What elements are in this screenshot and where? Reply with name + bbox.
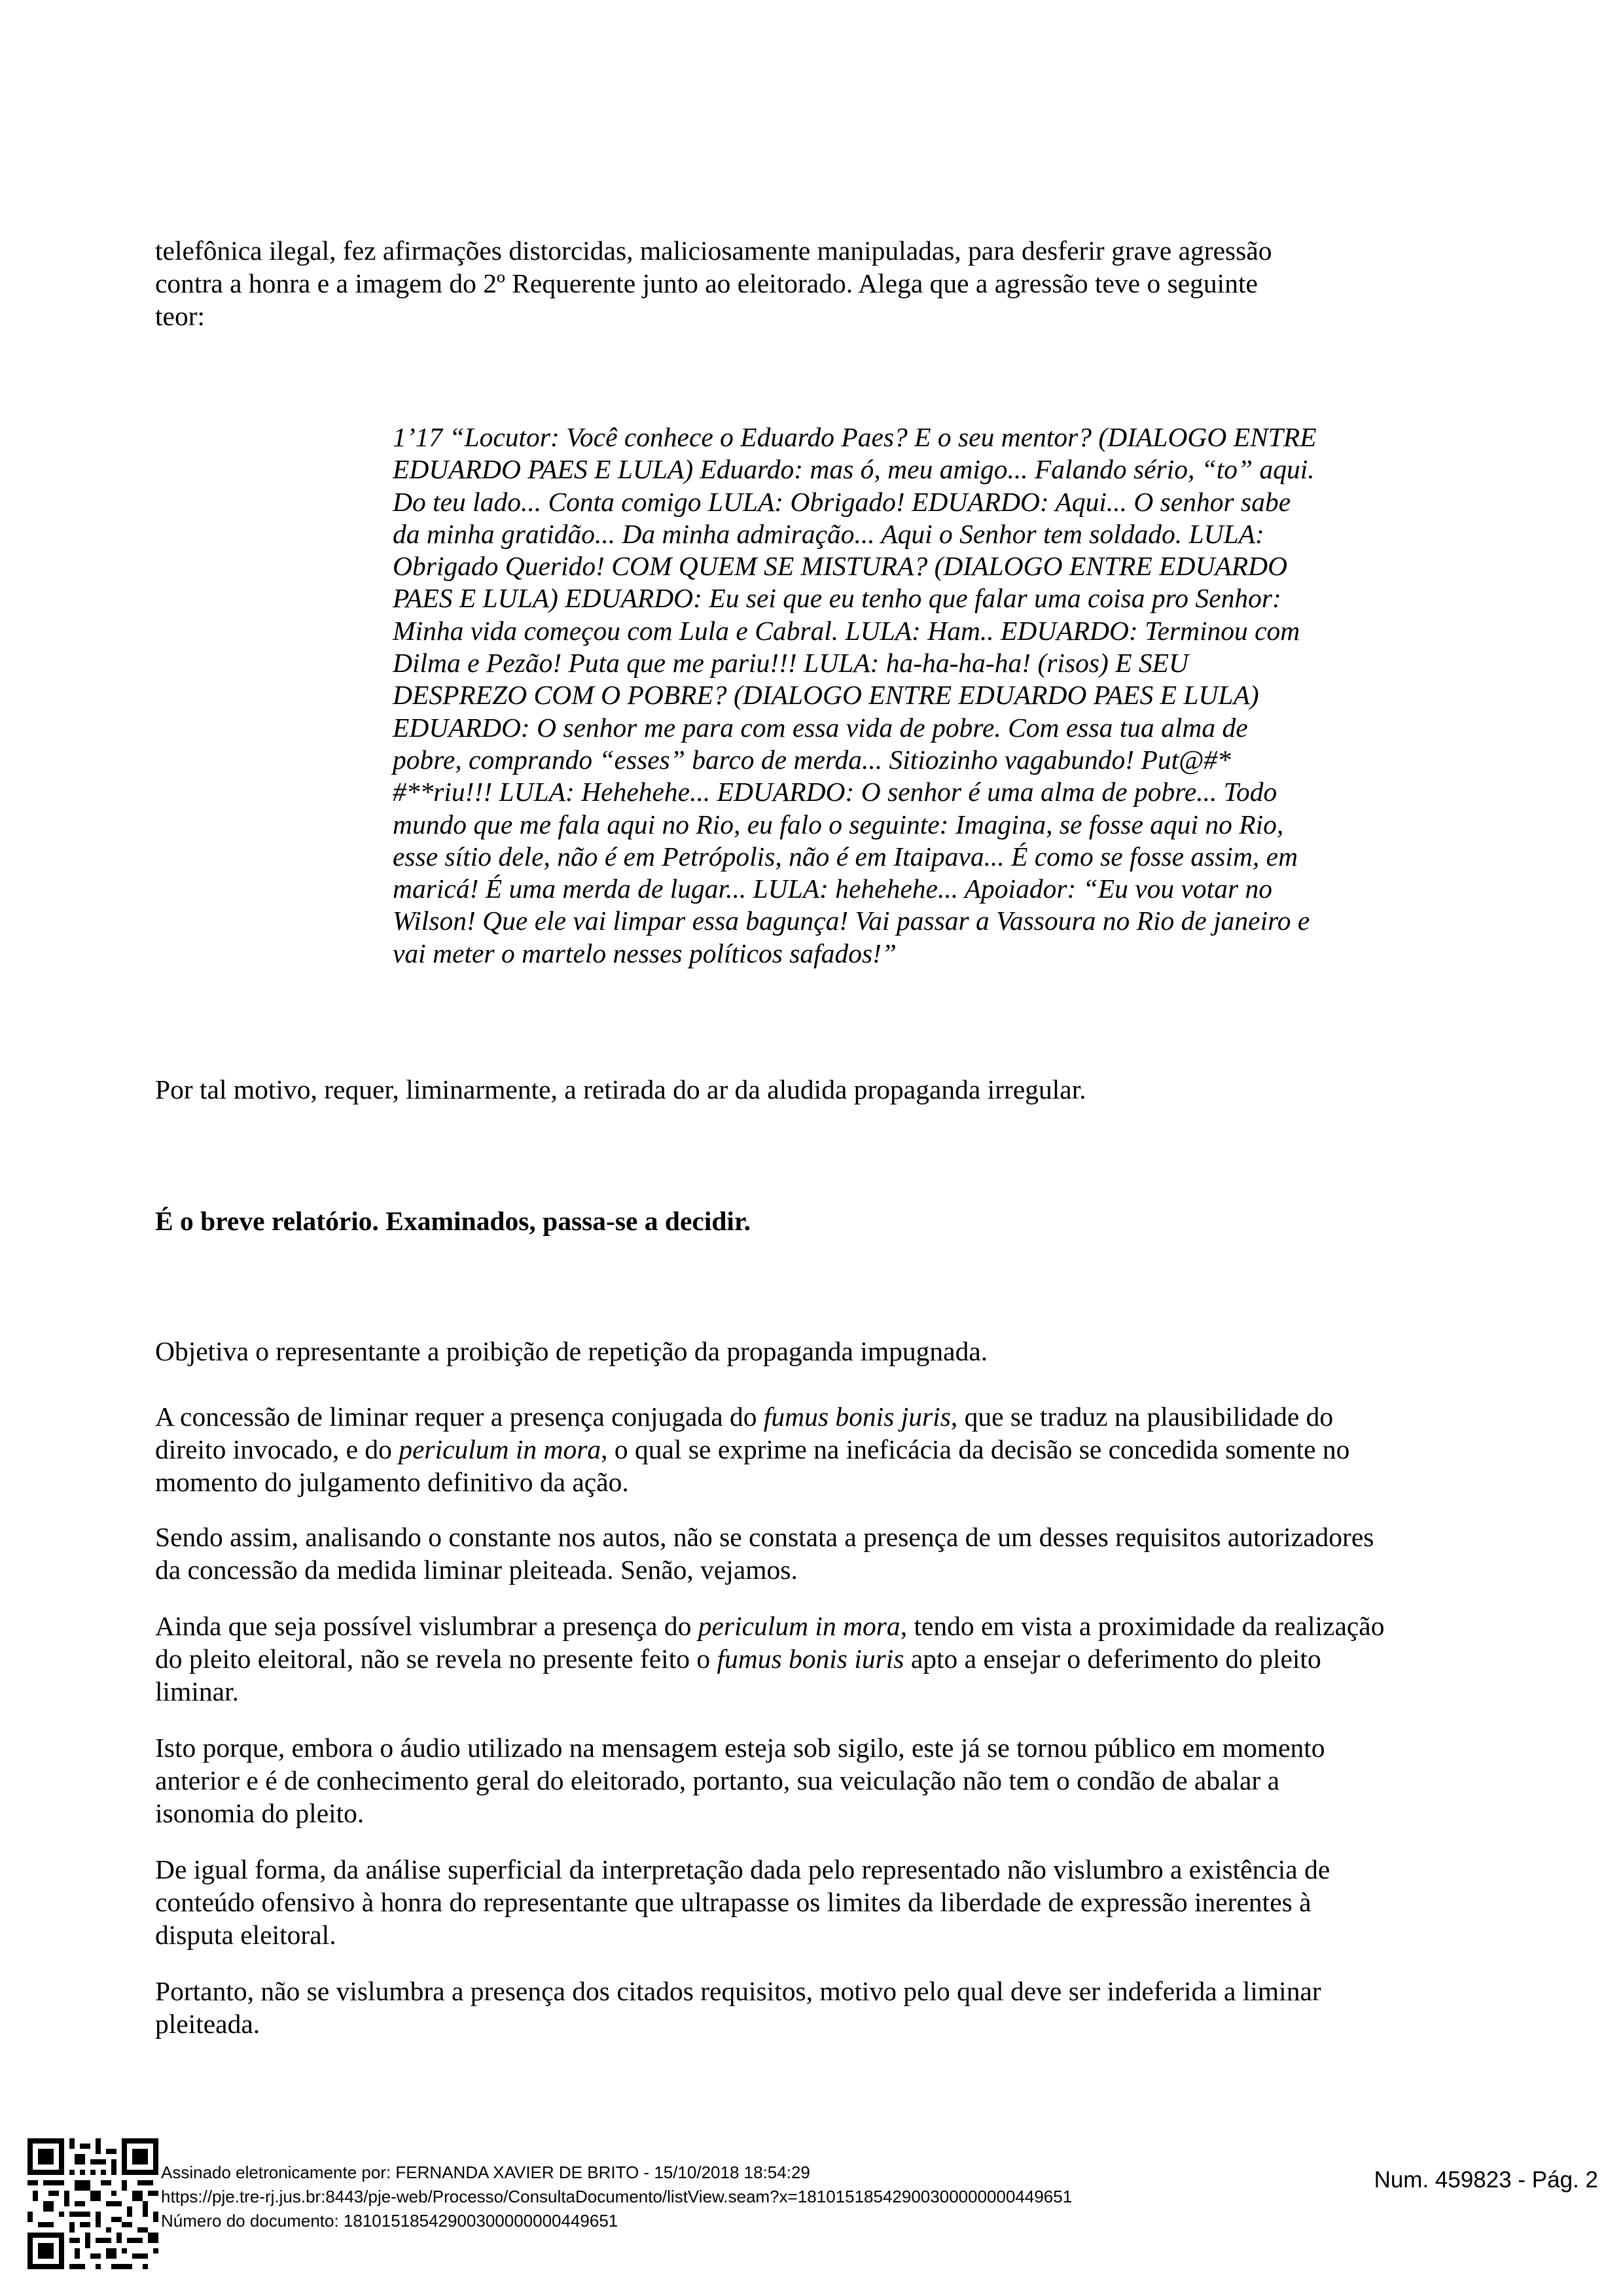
quoted-transcript <box>393 421 1394 970</box>
quote-line: Obrigado Querido! COM QUEM SE MISTURA? (DIALOGO ENTRE EDUARDO <box>393 551 1288 582</box>
although-paragraph <box>155 1610 1385 1708</box>
report-heading: É o breve relatório. Examinados, passa-se a decidir. <box>155 1206 751 1236</box>
concession-paragraph <box>155 1400 1385 1498</box>
signature-line: Assinado eletronicamente por: FERNANDA XAVIER DE BRITO - 15/10/2018 18:54:29 <box>161 2163 810 2182</box>
quote-line: PAES E LULA) EDUARDO: Eu sei que eu tenho que falar uma coisa pro Senhor: <box>393 583 1281 614</box>
quote-line: EDUARDO: O senhor me para com essa vida de pobre. Com essa tua alma de <box>393 712 1248 743</box>
document-number: Número do documento: 18101518542900300000000449651 <box>161 2211 618 2231</box>
request-paragraph: Por tal motivo, requer, liminarmente, a retirada do ar da aludida propaganda irregular. <box>155 1074 1086 1104</box>
quote-line: Do teu lado... Conta comigo LULA: Obrigado! EDUARDO: Aqui... O senhor sabe <box>393 486 1291 517</box>
quote-line: 1’17 “Locutor: Você conhece o Eduardo Paes? E o seu mentor? (DIALOGO ENTRE <box>393 422 1317 452</box>
quote-line: vai meter o martelo nesses políticos safados!” <box>393 938 897 968</box>
latin-term: periculum in mora <box>698 1611 901 1641</box>
quote-line: maricá! É uma merda de lugar... LULA: hehehehe... Apoiador: “Eu vou votar no <box>393 874 1272 904</box>
text: Ainda que seja possível vislumbrar a presença do <box>155 1611 698 1641</box>
objective-paragraph: Objetiva o representante a proibição de repetição da propaganda impugnada. <box>155 1336 988 1366</box>
text: apto a ensejar o deferimento do pleito liminar. <box>155 1644 1321 1706</box>
intro-line: teor: <box>155 301 205 331</box>
latin-term: fumus bonis iuris <box>717 1644 904 1674</box>
likewise-paragraph: De igual forma, da análise superficial da interpretação dada pelo representado não vislumbro a existência de conteúdo ofensivo à honra do representante que ultrapasse os limites da liberdade de expressão inerentes à disputa eleitoral. <box>155 1854 1330 1950</box>
intro-line: telefônica ilegal, fez afirmações distorcidas, maliciosamente manipuladas, para desferir grave agressão <box>155 236 1272 266</box>
page-reference: Num. 459823 - Pág. 2 <box>1374 2167 1598 2193</box>
quote-line: esse sítio dele, não é em Petrópolis, não é em Itaipava... É como se fosse assim, em <box>393 841 1298 872</box>
document-url[interactable]: https://pje.tre-rj.jus.br:8443/pje-web/Processo/ConsultaDocumento/listView.seam?x=18101518542900300000000449651 <box>161 2187 1073 2206</box>
latin-term: fumus bonis juris <box>763 1402 951 1432</box>
analysis-paragraph: Sendo assim, analisando o constante nos autos, não se constata a presença de um desses requisitos autorizadores da concessão da medida liminar pleiteada. Senão, vejamos. <box>155 1522 1374 1585</box>
latin-term: periculum in mora <box>399 1434 601 1464</box>
quote-line: da minha gratidão... Da minha admiração... Aqui o Senhor tem soldado. LULA: <box>393 518 1264 549</box>
text: , o qual se exprime na ineficácia da decisão se concedida somente no momento do julgamento definitivo da ação. <box>155 1434 1350 1497</box>
text: A concessão de liminar requer a presença conjugada do <box>155 1402 764 1432</box>
quote-line: #**riu!!! LULA: Hehehehe... EDUARDO: O senhor é uma alma de pobre... Todo <box>393 777 1277 807</box>
quote-line: Minha vida começou com Lula e Cabral. LULA: Ham.. EDUARDO: Terminou com <box>393 615 1300 646</box>
quote-line: EDUARDO PAES E LULA) Eduardo: mas ó, meu amigo... Falando sério, “to” aqui. <box>393 454 1315 485</box>
quote-line: mundo que me fala aqui no Rio, eu falo o seguinte: Imagina, se fosse aqui no Rio, <box>393 809 1284 839</box>
text: , que se traduz na plausibilidade do direito invocado, e do <box>155 1402 1334 1464</box>
text: , tendo em vista a proximidade da realização do pleito eleitoral, não se revela no presente feito o <box>155 1611 1385 1674</box>
conclusion-paragraph: Portanto, não se vislumbra a presença dos citados requisitos, motivo pelo qual deve ser indeferida a liminar pleiteada. <box>155 1976 1321 2039</box>
qr-code-icon <box>27 2138 158 2269</box>
intro-paragraph <box>155 234 1385 332</box>
quote-line: Wilson! Que ele vai limpar essa bagunça! Vai passar a Vassoura no Rio de janeiro e <box>393 906 1310 936</box>
quote-line: pobre, comprando “esses” barco de merda... Sitiozinho vagabundo! Put@#* <box>393 744 1231 775</box>
because-paragraph: Isto porque, embora o áudio utilizado na mensagem esteja sob sigilo, este já se tornou público em momento anterior e é de conhecimento geral do eleitorado, portanto, sua veiculação não tem o condão de abalar a isonomia do pleito. <box>155 1733 1325 1828</box>
quote-line: DESPREZO COM O POBRE? (DIALOGO ENTRE EDUARDO PAES E LULA) <box>393 680 1259 711</box>
intro-line: contra a honra e a imagem do 2º Requerente junto ao eleitorado. Alega que a agressão teve o seguinte <box>155 268 1258 298</box>
quote-line: Dilma e Pezão! Puta que me pariu!!! LULA: ha-ha-ha-ha! (risos) E SEU <box>393 648 1188 679</box>
